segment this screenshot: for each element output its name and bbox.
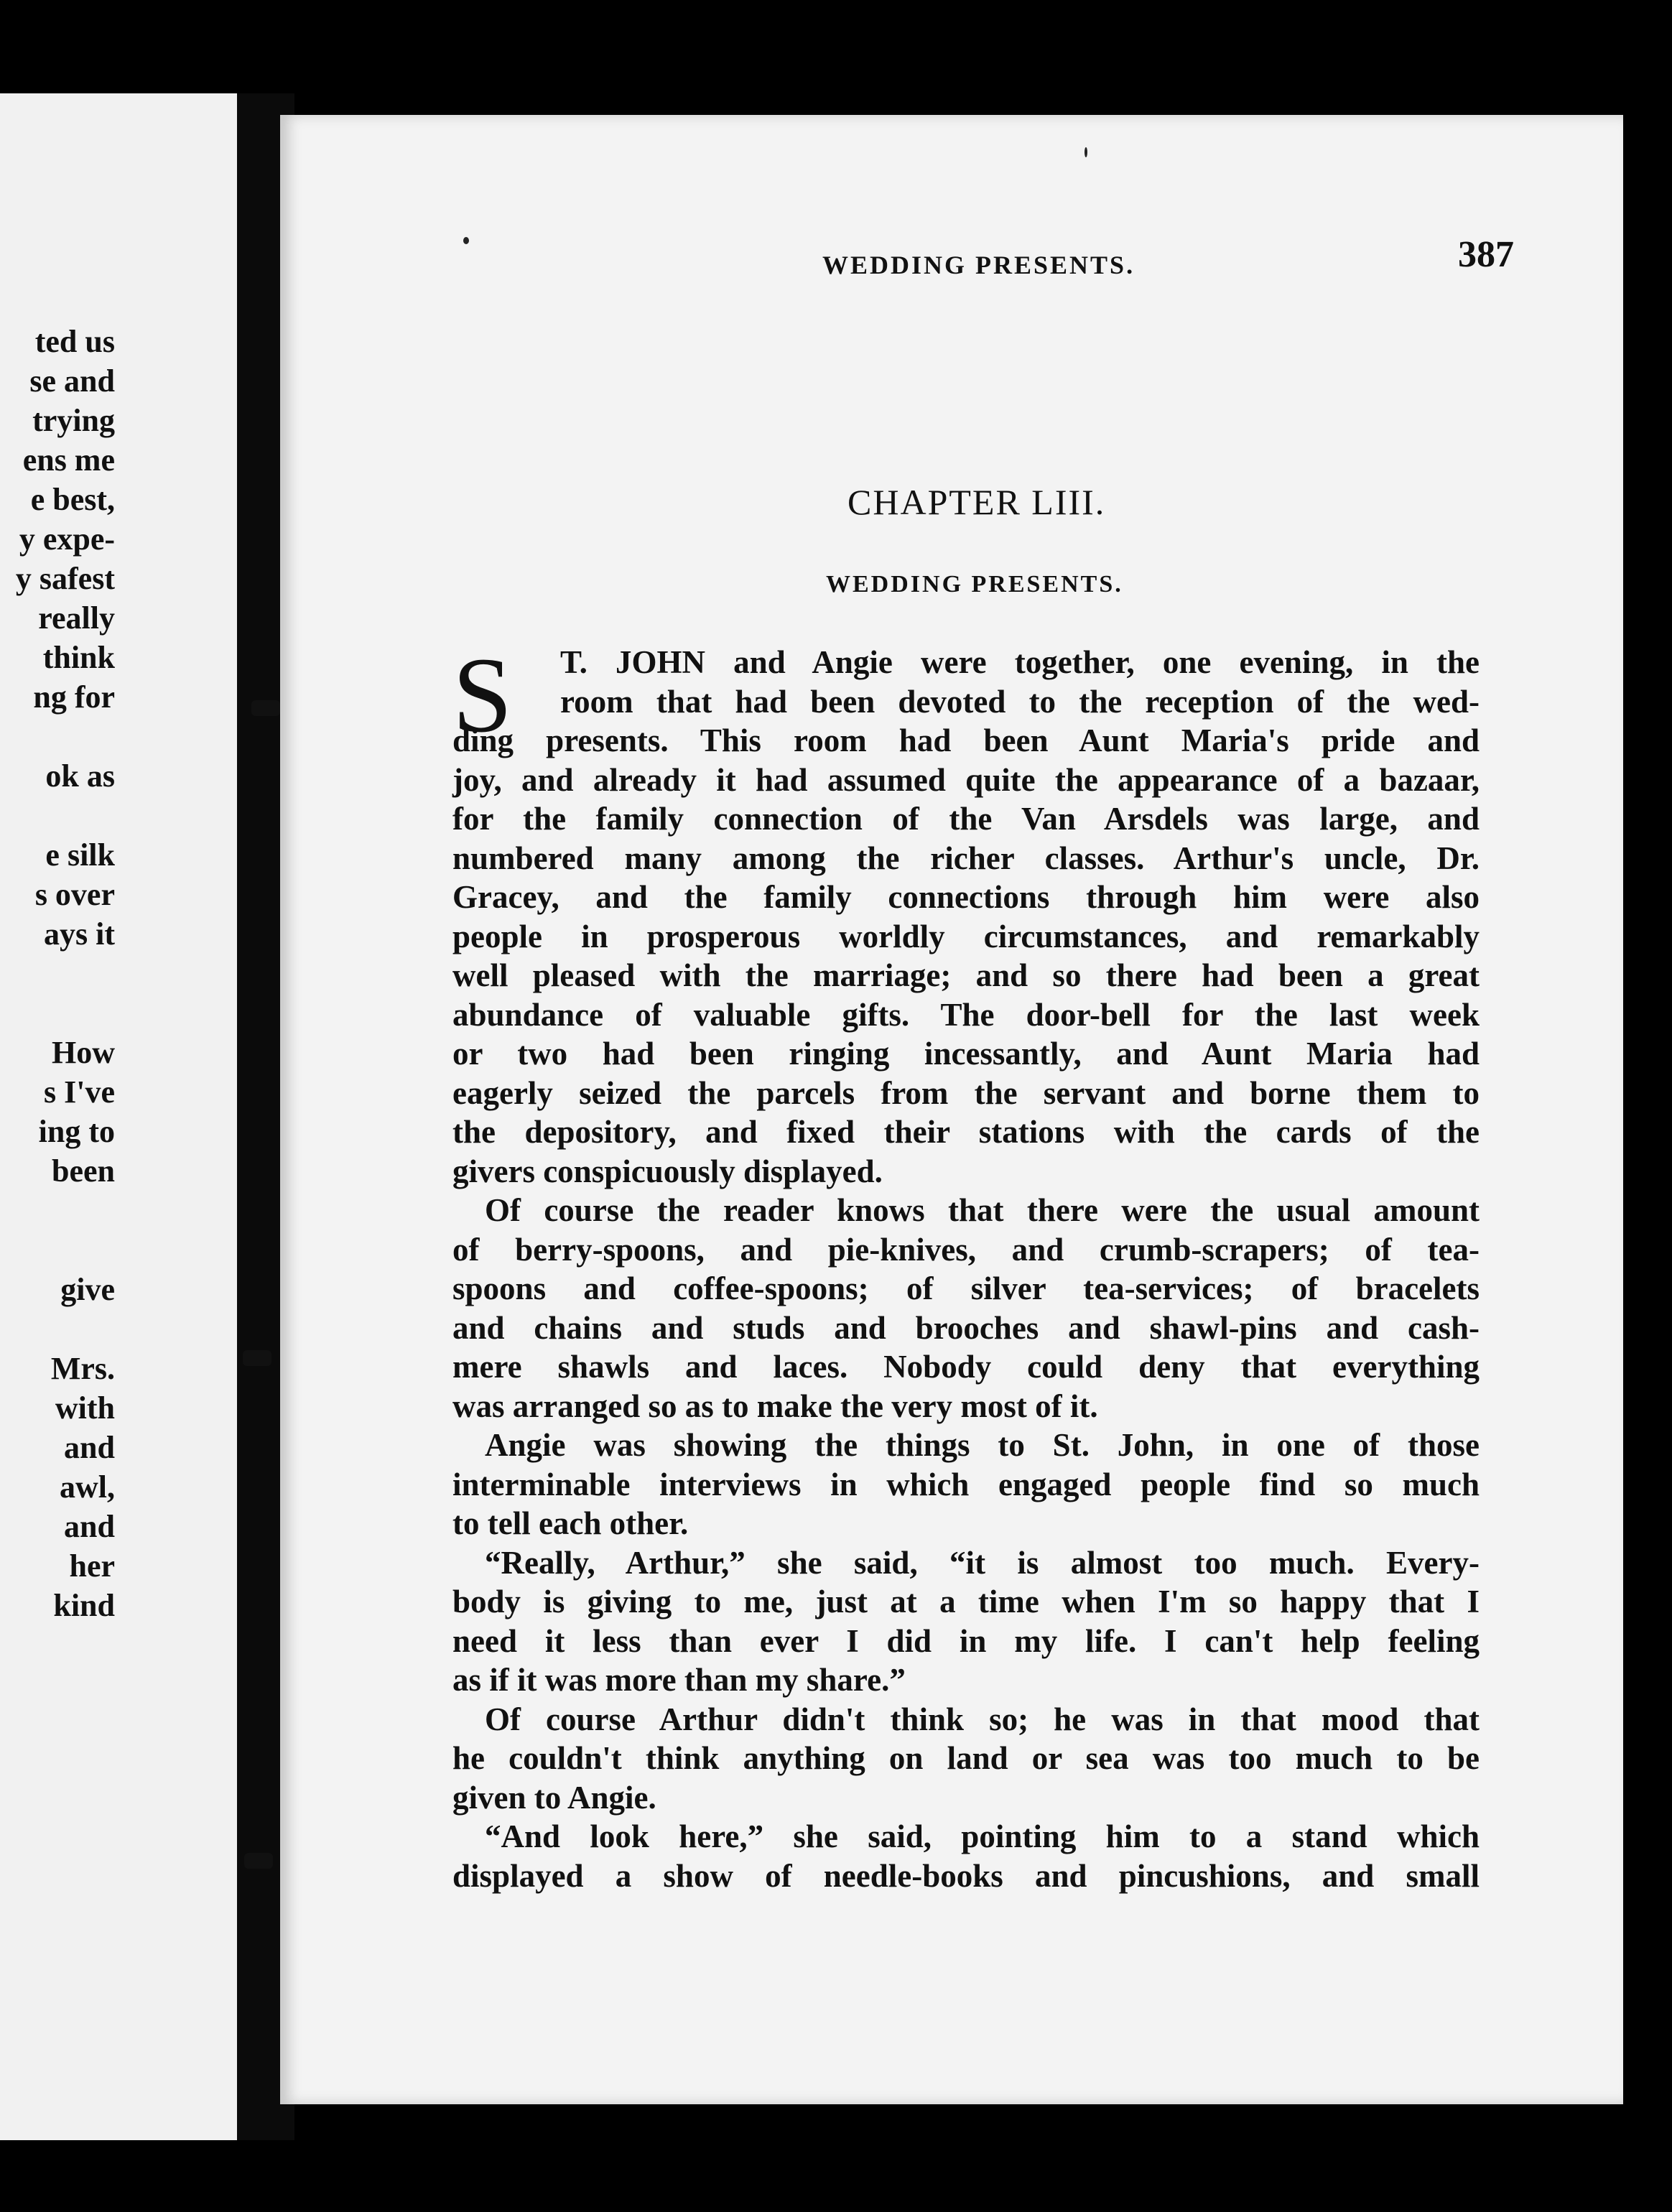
text-line: was arranged so as to make the very most of it.	[452, 1388, 1098, 1424]
left-facing-page	[0, 93, 250, 2140]
chapter-subtitle: WEDDING PRESENTS.	[826, 571, 1123, 598]
text-line: Angie was showing the things to St. John, in one of those	[485, 1427, 1480, 1463]
left-page-line: awl,	[60, 1469, 115, 1505]
left-page-line: s over	[34, 877, 115, 912]
left-page-line: Mrs.	[50, 1351, 115, 1386]
left-page-line	[16, 993, 115, 1033]
text-line: “And look here,” she said, pointing him to a stand which	[485, 1818, 1480, 1854]
text-line: of berry-spoons, and pie-knives, and crumb-scrapers; of tea-	[452, 1231, 1480, 1268]
left-page-line	[16, 796, 115, 835]
left-page-line: s I've	[44, 1074, 115, 1110]
text-line: “Really, Arthur,” she said, “it is almost too much. Every-	[485, 1544, 1480, 1581]
text-line: he couldn't think anything on land or sea was too much to be	[452, 1740, 1480, 1776]
text-line: displayed a show of needle-books and pincushions, and small	[452, 1857, 1480, 1894]
left-page-line: ng for	[33, 679, 115, 715]
left-page-line: with	[55, 1390, 115, 1426]
left-page-line: ing to	[38, 1114, 115, 1149]
left-page-line: e best,	[30, 482, 115, 517]
left-page-line: give	[60, 1272, 115, 1307]
chapter-title: CHAPTER LIII.	[847, 482, 1106, 522]
print-speck	[1085, 147, 1087, 157]
left-page-line: her	[69, 1548, 115, 1584]
left-page-line: y safest	[15, 561, 115, 596]
left-page-line: kind	[53, 1588, 115, 1623]
book-page	[280, 115, 1623, 2104]
text-line: Gracey, and the family connections through him were also	[452, 879, 1480, 915]
left-page-text	[16, 322, 115, 1625]
left-page-line: and	[64, 1509, 115, 1544]
text-line: room that had been devoted to the reception of the wed-	[560, 683, 1480, 720]
text-line: ding presents. This room had been Aunt Maria's pride and	[452, 722, 1480, 758]
left-page-line: se and	[29, 363, 115, 399]
text-line: to tell each other.	[452, 1505, 689, 1541]
running-head: WEDDING PRESENTS.	[822, 251, 1135, 279]
left-page-line: e silk	[45, 837, 115, 873]
text-line: eagerly seized the parcels from the servant and borne them to	[452, 1074, 1480, 1111]
chapter-body-text	[452, 636, 1480, 1895]
text-line: for the family connection of the Van Arsdels was large, and	[452, 801, 1480, 837]
text-line: as if it was more than my share.”	[452, 1662, 906, 1698]
text-line: joy, and already it had assumed quite the appearance of a bazaar,	[452, 761, 1480, 798]
binding-stitch-mark	[243, 1350, 271, 1366]
text-line: people in prosperous worldly circumstances, and remarkably	[452, 918, 1480, 954]
text-line: T. JOHN and Angie were together, one evening, in the	[560, 644, 1480, 680]
text-line: given to Angie.	[452, 1779, 656, 1816]
text-line: numbered many among the richer classes. Arthur's uncle, Dr.	[452, 840, 1480, 876]
page-number: 387	[1458, 234, 1514, 275]
left-page-line: and	[64, 1430, 115, 1465]
print-speck	[463, 237, 469, 244]
text-line: need it less than ever I did in my life. I can't help feeling	[452, 1622, 1480, 1659]
left-page-line	[16, 1309, 115, 1349]
binding-stitch-mark	[251, 700, 280, 716]
left-page-line: been	[52, 1153, 115, 1189]
text-line: the depository, and fixed their stations with the cards of the	[452, 1114, 1480, 1150]
left-page-line: ok as	[45, 758, 115, 794]
text-line: and chains and studs and brooches and shawl-pins and cash-	[452, 1309, 1480, 1346]
drop-cap: S	[452, 636, 513, 755]
left-page-line: ted us	[34, 324, 115, 359]
binding-stitch-mark	[244, 1853, 273, 1869]
left-page-line	[16, 1191, 115, 1230]
text-line: abundance of valuable gifts. The door-bell for the last week	[452, 996, 1480, 1033]
text-line: well pleased with the marriage; and so there had been a great	[452, 957, 1480, 993]
text-line: interminable interviews in which engaged people find so much	[452, 1466, 1480, 1502]
left-page-line: ens me	[22, 442, 115, 478]
left-page-line: really	[38, 600, 115, 636]
text-line: Of course the reader knows that there were the usual amount	[485, 1192, 1480, 1228]
left-page-line: ays it	[44, 916, 115, 952]
left-page-line	[16, 954, 115, 993]
text-line: spoons and coffee-spoons; of silver tea-services; of bracelets	[452, 1270, 1480, 1306]
text-line: givers conspicuously displayed.	[452, 1153, 883, 1189]
left-page-line: How	[52, 1035, 115, 1070]
left-page-line: think	[42, 640, 115, 675]
text-line: or two had been ringing incessantly, and Aunt Maria had	[452, 1036, 1480, 1072]
left-page-line	[16, 1230, 115, 1270]
text-line: mere shawls and laces. Nobody could deny that everything	[452, 1349, 1480, 1385]
left-page-line	[16, 717, 115, 756]
text-line: body is giving to me, just at a time when I'm so happy that I	[452, 1584, 1480, 1620]
left-page-line: trying	[32, 403, 115, 438]
text-line: Of course Arthur didn't think so; he was in that mood that	[485, 1701, 1480, 1737]
left-page-line: y expe-	[19, 521, 115, 557]
